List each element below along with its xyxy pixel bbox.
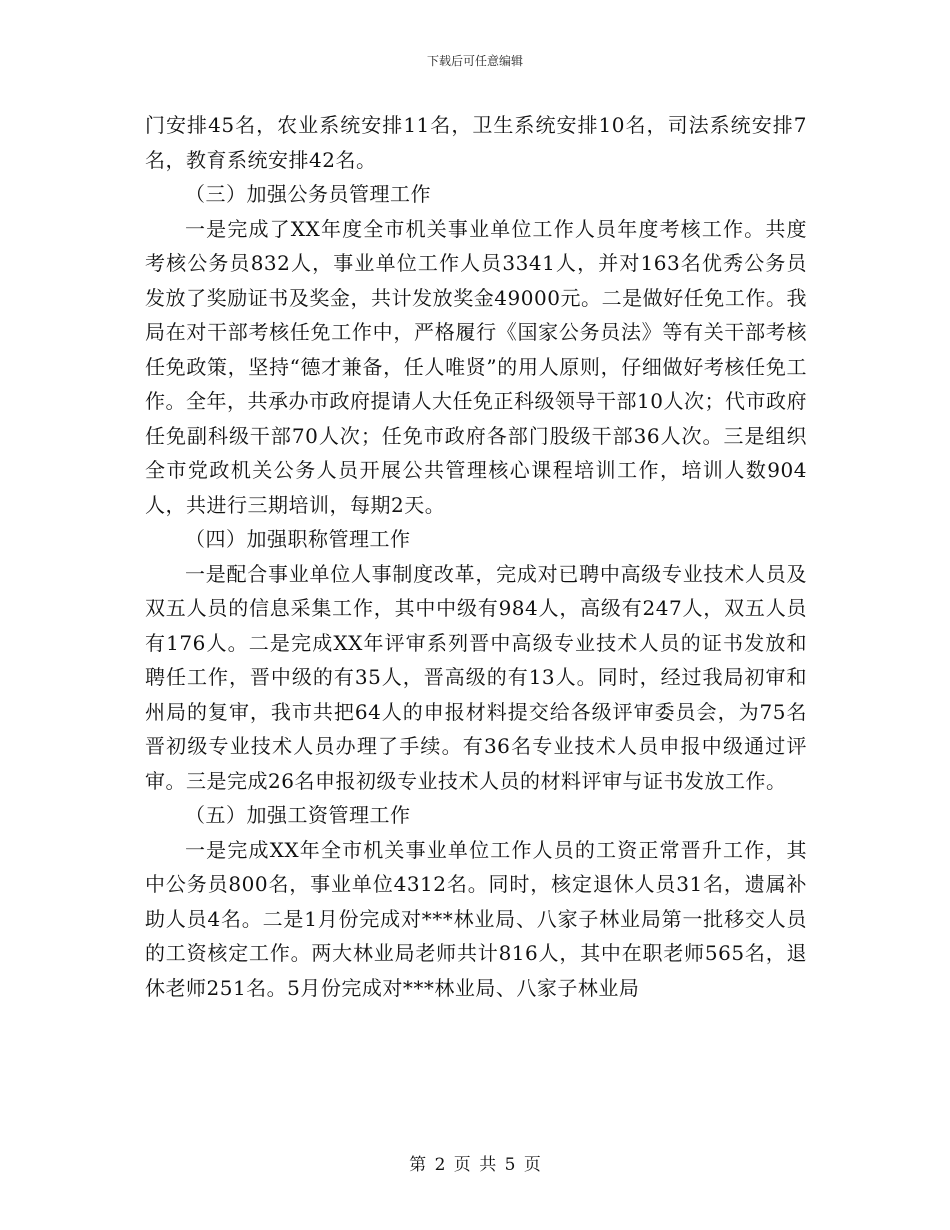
section-heading-3: （三）加强公务员管理工作 [185,182,431,206]
document-body [145,108,807,1005]
paragraph-title-management: 一是配合事业单位人事制度改革，完成对已聘中高级专业技术人员及双五人员的信息采集工作，其中中级有984人，高级有247人，双五人员有176人。二是完成XX年评审系列晋中高级专业技术人员的证书发放和聘任工作，晋中级的有35人，晋高级的有13人。同时，经过我局初审和州局的复审，我市共把64人的申报材料提交给各级评审委员会，为75名晋初级专业技术人员办理了手续。有36名专业技术人员申报中级通过评审。三是完成26名申报初级专业技术人员的材料评审与证书发放工作。 [145,561,807,793]
section-heading-4: （四）加强职称管理工作 [185,527,411,551]
paragraph-continuation: 门安排45名，农业系统安排11名，卫生系统安排10名，司法系统安排7名，教育系统安排42名。 [145,113,807,172]
section-heading-5: （五）加强工资管理工作 [185,803,411,827]
page-footer: 第 2 页 共 5 页 [409,1155,541,1175]
paragraph-civil-servant: 一是完成了XX年度全市机关事业单位工作人员年度考核工作。共度考核公务员832人，事业单位工作人员3341人，并对163名优秀公务员发放了奖励证书及奖金，共计发放奖金49000元。二是做好任免工作。我局在对干部考核任免工作中，严格履行《国家公务员法》等有关干部考核任免政策，坚持“德才兼备，任人唯贤”的用人原则，仔细做好考核任免工作。全年，共承办市政府提请人大任免正科级领导干部10人次；代市政府任免副科级干部70人次；任免市政府各部门股级干部36人次。三是组织全市党政机关公务人员开展公共管理核心课程培训工作，培训人数904人，共进行三期培训，每期2天。 [145,216,807,517]
page-header: 下载后可任意编辑 [426,54,523,68]
paragraph-wage-management: 一是完成XX年全市机关事业单位工作人员的工资正常晋升工作，其中公务员800名，事业单位4312名。同时，核定退休人员31名，遗属补助人员4名。二是1月份完成对***林业局、八家子林业局第一批移交人员的工资核定工作。两大林业局老师共计816人，其中在职老师565名，退休老师251名。5月份完成对***林业局、八家子林业局 [145,837,807,1000]
